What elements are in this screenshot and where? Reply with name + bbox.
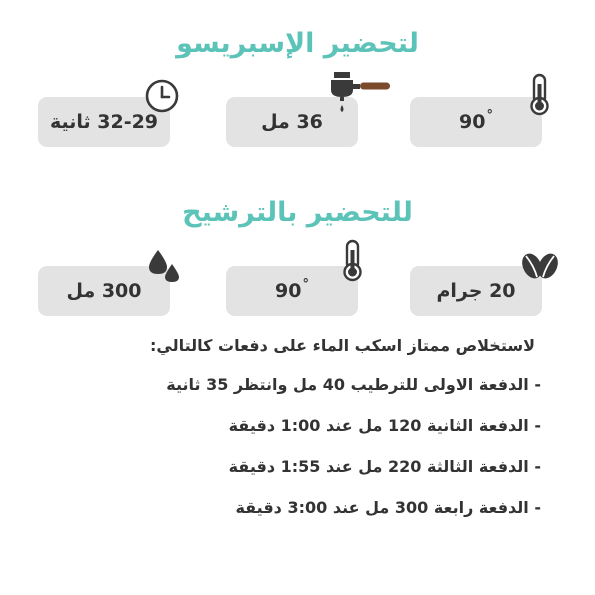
pour-steps-list <box>166 374 541 538</box>
filter-title: للتحضير بالترشيح <box>182 197 413 228</box>
filter-water-value: 300 مل <box>66 280 142 302</box>
espresso-time-value: 32-29 ثانية <box>49 111 159 133</box>
espresso-volume-value: 36 مل <box>261 111 323 133</box>
instructions-intro: لاستخلاص ممتاز اسكب الماء على دفعات كالتالي: <box>150 336 535 355</box>
thermometer-icon <box>337 238 369 284</box>
clock-icon <box>144 78 180 114</box>
portafilter-icon <box>330 70 392 120</box>
espresso-temperature-value: 90° <box>459 108 493 133</box>
filter-temperature-value: 90° <box>275 277 309 302</box>
water-drops-icon <box>146 248 180 284</box>
list-item: - الدفعة الثالثة 220 مل عند 1:55 دقيقة <box>228 457 541 476</box>
list-item: - الدفعة رابعة 300 مل عند 3:00 دقيقة <box>235 498 541 517</box>
coffee-beans-icon <box>520 250 560 282</box>
thermometer-icon <box>524 72 556 118</box>
espresso-title: لتحضير الإسبريسو <box>176 28 419 59</box>
espresso-temperature-card <box>410 97 542 147</box>
list-item: - الدفعة الاولى للترطيب 40 مل وانتظر 35 ثانية <box>166 375 541 394</box>
list-item: - الدفعة الثانية 120 مل عند 1:00 دقيقة <box>228 416 541 435</box>
filter-dose-value: 20 جرام <box>436 280 516 302</box>
